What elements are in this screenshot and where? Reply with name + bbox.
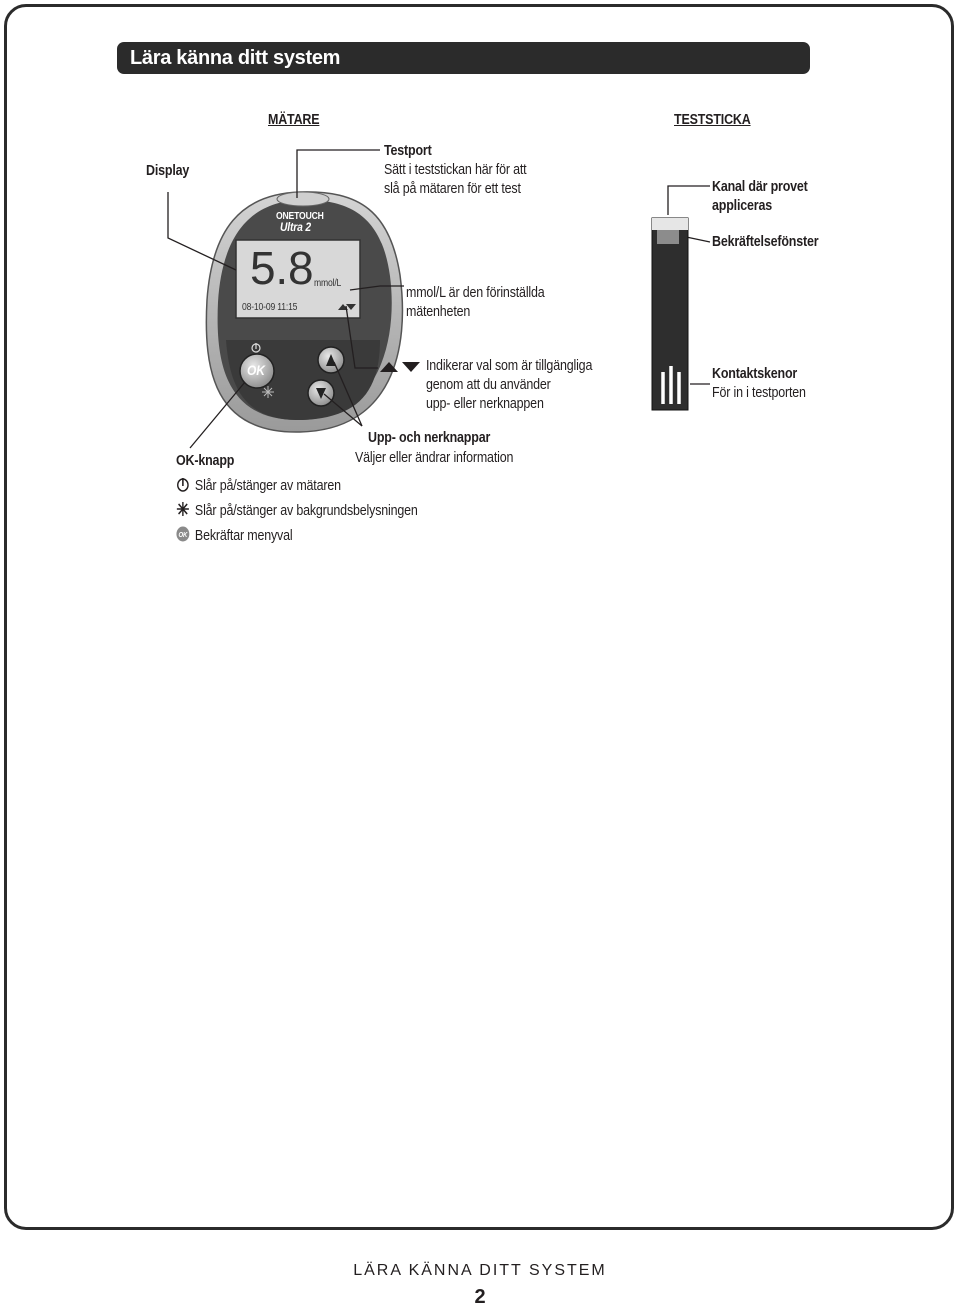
test-strip-illustration (652, 218, 688, 410)
meter-section-label: MÄTARE (268, 112, 320, 128)
contacts-desc: För in i testporten (712, 385, 806, 401)
ok-backlight-text: Slår på/stänger av bakgrundsbelysningen (194, 503, 418, 519)
ok-confirm-text: Bekräftar menyval (194, 528, 293, 544)
updown-title: Upp- och nerknappar (368, 430, 491, 446)
meter-screen-datetime: 08-10-09 11:15 (242, 302, 298, 313)
meter-screen-value: 5.8 (250, 242, 314, 294)
channel-line1: Kanal där provet (712, 179, 808, 195)
unit-line2: mätenheten (406, 304, 471, 320)
ok-power-text: Slår på/stänger av mätaren (194, 478, 341, 494)
testport-line2: slå på mätaren för ett test (384, 181, 521, 197)
arrows-line3: upp- eller nerknappen (426, 396, 544, 412)
ok-power-row (176, 476, 341, 496)
display-label: Display (146, 163, 190, 179)
meter-brand-line1: ONETOUCH (276, 211, 324, 222)
testport-title: Testport (384, 143, 432, 159)
backlight-icon (176, 501, 190, 517)
testport-line1: Sätt i teststickan här för att (384, 162, 527, 178)
power-icon (176, 476, 190, 492)
down-arrow-glyph-icon (402, 362, 420, 372)
ok-icon (176, 526, 190, 542)
ok-backlight-row (176, 501, 418, 521)
unit-line1: mmol/L är den förinställda (406, 285, 545, 301)
contacts-title: Kontaktskenor (712, 366, 798, 382)
channel-line2: appliceras (712, 198, 772, 214)
strip-section-label: TESTSTICKA (674, 112, 751, 128)
svg-text:OK: OK (178, 531, 188, 540)
arrows-line2: genom att du använder (426, 377, 551, 393)
ok-button-label: OK (247, 362, 265, 378)
page-number: 2 (474, 1286, 486, 1308)
meter-brand-line2: Ultra 2 (280, 220, 311, 234)
updown-desc: Väljer eller ändrar information (355, 450, 514, 466)
footer-section-title: LÄRA KÄNNA DITT SYSTEM (353, 1262, 607, 1279)
arrows-line1: Indikerar val som är tillgängliga (426, 358, 593, 374)
confirm-window-label: Bekräftelsefönster (712, 234, 819, 250)
meter-screen-unit: mmol/L (314, 278, 342, 289)
page-title: Lära känna ditt system (117, 42, 810, 74)
ok-title: OK-knapp (176, 453, 235, 469)
ok-confirm-row (176, 526, 292, 546)
